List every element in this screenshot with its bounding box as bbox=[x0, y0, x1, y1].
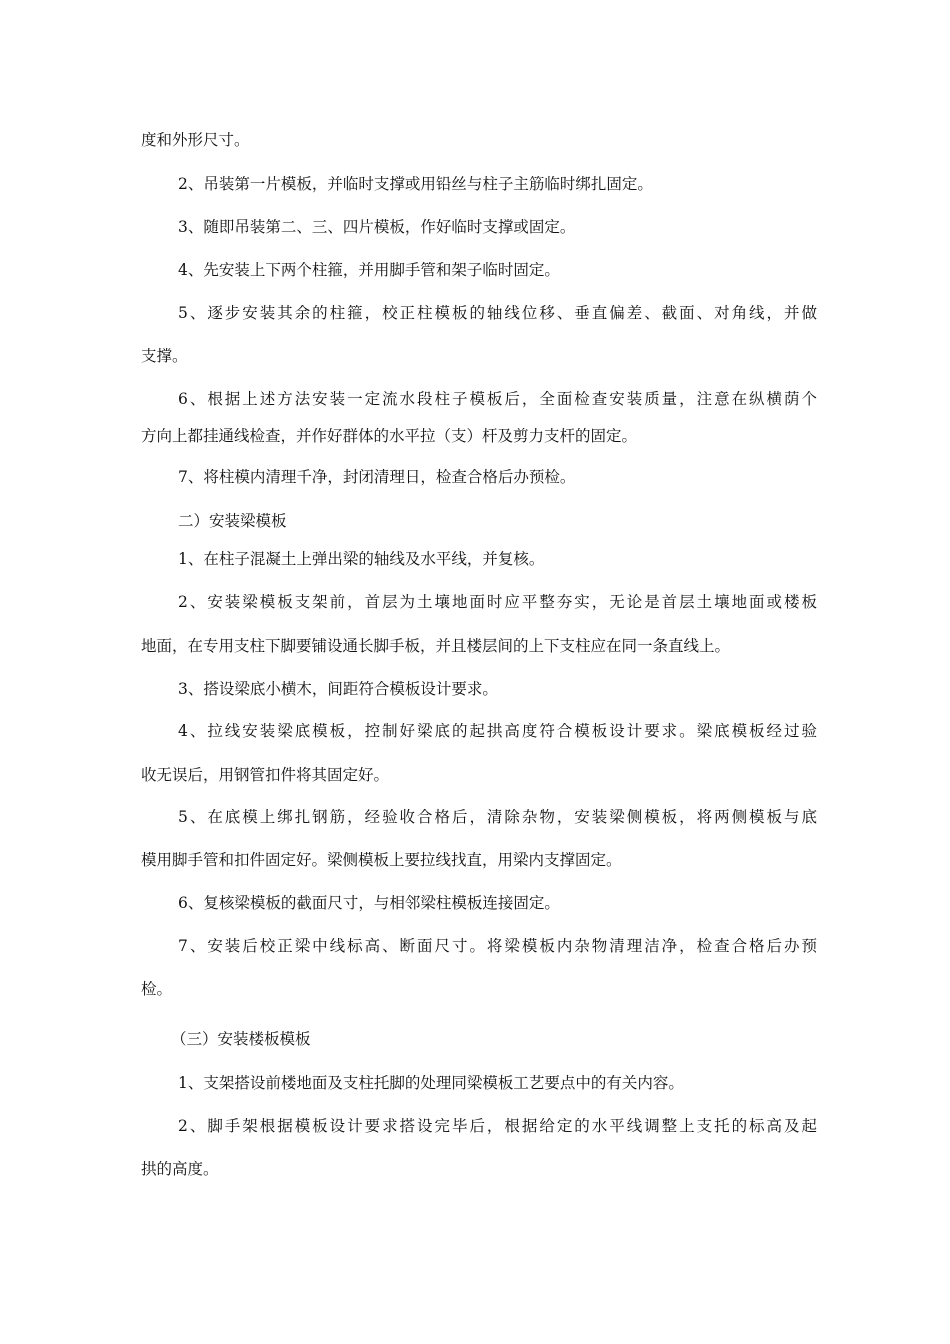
text-line-content: 1、在柱子混凝土上弹出梁的轴线及水平线，并复核。 bbox=[178, 550, 545, 568]
text-line-content: 2、吊装第一片模板，并临时支撑或用铅丝与柱子主筋临时绑扎固定。 bbox=[178, 175, 653, 193]
text-line-content: 拱的高度。 bbox=[141, 1160, 219, 1178]
text-line-content: 2、安装梁模板支架前，首层为土壤地面时应平整夯实，无论是首层土壤地面或楼板 bbox=[178, 593, 817, 611]
text-line-content: 检。 bbox=[141, 980, 173, 998]
text-line-content: 6、复核梁模板的截面尺寸，与相邻梁柱模板连接固定。 bbox=[178, 894, 560, 912]
text-line-content: （三）安装楼板模板 bbox=[171, 1030, 311, 1048]
text-line-content: 地面，在专用支柱下脚要铺设通长脚手板，并且楼层间的上下支柱应在同一条直线上。 bbox=[141, 637, 731, 655]
text-line-content: 模用脚手管和扣件固定好。梁侧模板上要拉线找直，用梁内支撑固定。 bbox=[141, 851, 622, 869]
text-line-content: 方向上都挂通线检查，并作好群体的水平拉（支）杆及剪力支杆的固定。 bbox=[141, 427, 638, 445]
text-line-content: 支撑。 bbox=[141, 347, 188, 365]
text-line-content: 1、支架搭设前楼地面及支柱托脚的处理同梁模板工艺要点中的有关内容。 bbox=[178, 1074, 684, 1092]
text-line-content: 7、将柱模内清理千净，封闭清理日，检查合格后办预检。 bbox=[178, 468, 576, 486]
text-line-content: 3、搭设梁底小横木，间距符合模板设计要求。 bbox=[178, 680, 498, 698]
text-line-content: 收无误后，用钢管扣件将其固定好。 bbox=[141, 766, 390, 784]
text-line-content: 2、脚手架根据模板设计要求搭设完毕后，根据给定的水平线调整上支托的标高及起 bbox=[178, 1117, 817, 1135]
text-line-content: 6、根据上述方法安装一定流水段柱子模板后，全面检查安装质量，注意在纵横荫个 bbox=[178, 390, 817, 408]
text-line-content: 5、逐步安装其余的柱箍，校正柱模板的轴线位移、垂直偏差、截面、对角线，并做 bbox=[178, 304, 817, 322]
text-line-content: 4、先安装上下两个柱箍，并用脚手管和架子临时固定。 bbox=[178, 261, 560, 279]
text-line-content: 4、拉线安装梁底模板，控制好梁底的起拱高度符合模板设计要求。梁底模板经过验 bbox=[178, 722, 817, 740]
text-line-content: 3、随即吊装第二、三、四片模板，作好临时支撑或固定。 bbox=[178, 218, 576, 236]
text-line-content: 二）安装梁模板 bbox=[178, 512, 287, 530]
text-line-content: 5、在底模上绑扎钢筋，经验收合格后，清除杂物，安装梁侧模板，将两侧模板与底 bbox=[178, 808, 817, 826]
text-line-content: 度和外形尺寸。 bbox=[141, 131, 250, 149]
text-line-content: 7、安装后校正梁中线标高、断面尺寸。将梁模板内杂物清理洁净，检查合格后办预 bbox=[178, 937, 817, 955]
